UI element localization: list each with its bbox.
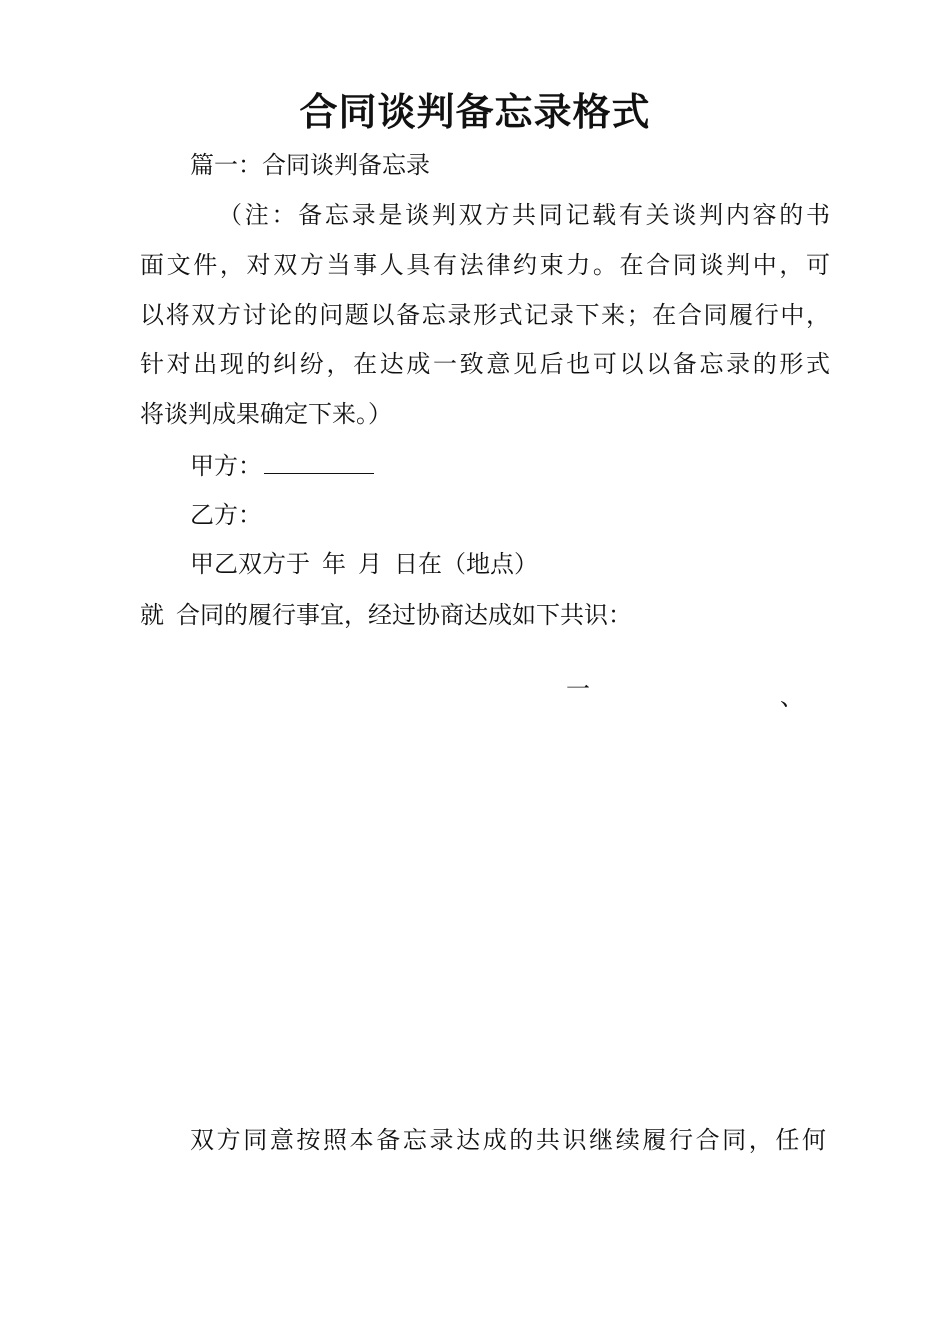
- party-b-line: [190, 498, 262, 532]
- party-a-blank: [264, 449, 374, 474]
- note-line: 以将双方讨论的问题以备忘录形式记录下来；在合同履行中，: [140, 301, 830, 329]
- note-line: 面文件，对双方当事人具有法律约束力。在合同谈判中，可: [140, 251, 830, 279]
- note-line: （注：备忘录是谈判双方共同记载有关谈判内容的书: [218, 201, 830, 229]
- meeting-prefix: 甲乙双方于: [190, 550, 310, 578]
- meeting-year: 年: [322, 550, 346, 578]
- section-heading: 篇一：合同谈判备忘录: [190, 151, 430, 179]
- party-a-line: [190, 449, 374, 483]
- meeting-month: 月: [358, 550, 382, 578]
- consensus-prefix: 就: [140, 601, 164, 629]
- party-b-label: 乙方：: [190, 501, 262, 529]
- meeting-line: [190, 547, 538, 581]
- item-one-separator: 、: [780, 683, 804, 711]
- consensus-text: 合同的履行事宜，经过协商达成如下共识：: [176, 601, 632, 629]
- note-line: 针对出现的纠纷，在达成一致意见后也可以以备忘录的形式: [140, 350, 830, 378]
- item-one-number: 一: [566, 675, 590, 703]
- consensus-line: [140, 598, 632, 632]
- document-title: 合同谈判备忘录格式: [299, 89, 651, 134]
- closing-line: 双方同意按照本备忘录达成的共识继续履行合同，任何: [190, 1126, 826, 1154]
- note-line: 将谈判成果确定下来。）: [140, 400, 392, 428]
- meeting-day-place: 日在（地点）: [394, 550, 538, 578]
- party-a-label: 甲方：: [190, 452, 262, 480]
